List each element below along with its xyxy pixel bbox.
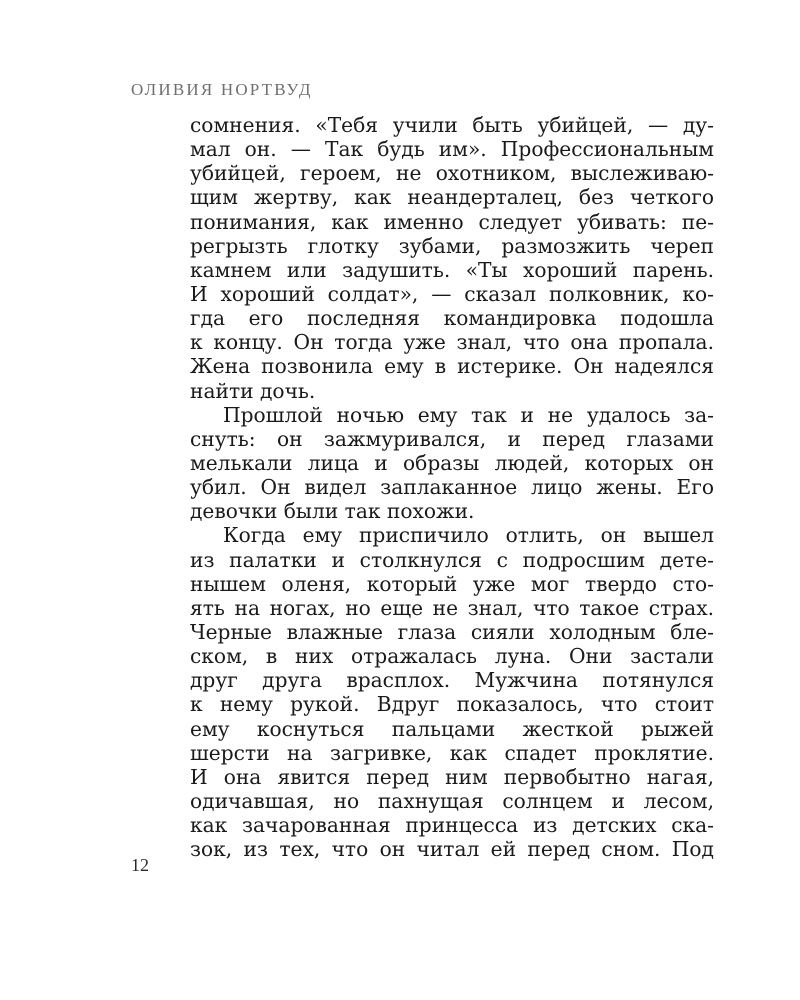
text-line: зок, из тех, что он читал ей перед сном. Под (190, 837, 714, 862)
text-line: из палатки и столкнулся с подросшим дете- (190, 547, 714, 572)
text-line: снуть: он зажмуривался, и перед глазами (190, 426, 714, 451)
text-line: щим жертву, как неандерталец, без четкого (190, 185, 714, 210)
text-line: ему коснуться пальцами жесткой рыжей (190, 716, 714, 741)
running-head: ОЛИВИЯ НОРТВУД (131, 80, 313, 99)
text-line: Черные влажные глаза сияли холодным бле- (190, 619, 714, 644)
text-line: ять на ногах, но еще не знал, что такое страх. (190, 595, 714, 620)
text-line: найти дочь. (190, 378, 316, 403)
text-line: Жена позвонила ему в истерике. Он надеялся (190, 354, 714, 379)
text-line: регрызть глотку зубами, размозжить череп (190, 233, 714, 258)
text-line: И она явится перед ним первобытно нагая, (190, 764, 714, 789)
text-line: И хороший солдат», — сказал полковник, ко- (190, 281, 714, 306)
text-line: девочки были так похожи. (190, 499, 475, 524)
text-line: нышем оленя, который уже мог твердо сто- (190, 571, 714, 596)
text-line: одичавшая, но пахнущая солнцем и лесом, (190, 788, 714, 813)
page-number: 12 (131, 855, 149, 875)
paragraph (190, 113, 714, 403)
text-line: к концу. Он тогда уже знал, что она пропала. (190, 330, 714, 355)
text-line: гда его последняя командировка подошла (190, 306, 714, 331)
text-line: мал он. — Так будь им». Профессиональным (190, 137, 714, 162)
text-line: понимания, как именно следует убивать: пе- (190, 209, 714, 234)
text-line: мелькали лица и образы людей, которых он (190, 450, 714, 475)
text-line: шерсти на загривке, как спадет проклятие. (190, 740, 714, 765)
text-line: как зачарованная принцесса из детских ска- (190, 813, 714, 838)
text-line: убийцей, героем, не охотником, выслеживаю- (190, 161, 714, 186)
text-line: Прошлой ночью ему так и не удалось за- (223, 402, 714, 427)
text-line: Когда ему приспичило отлить, он вышел (223, 523, 714, 548)
text-line: к нему рукой. Вдруг показалось, что стоит (190, 692, 714, 717)
text-line: ском, в них отражалась луна. Они застали (190, 644, 714, 669)
text-line: сомнения. «Тебя учили быть убийцей, — ду- (190, 113, 714, 137)
body-text (190, 113, 714, 861)
text-line: камнем или задушить. «Ты хороший парень. (190, 257, 714, 282)
paragraph (190, 523, 714, 861)
text-line: убил. Он видел заплаканное лицо жены. Его (190, 475, 714, 500)
paragraph (190, 403, 714, 524)
text-line: друг друга врасплох. Мужчина потянулся (190, 668, 714, 693)
